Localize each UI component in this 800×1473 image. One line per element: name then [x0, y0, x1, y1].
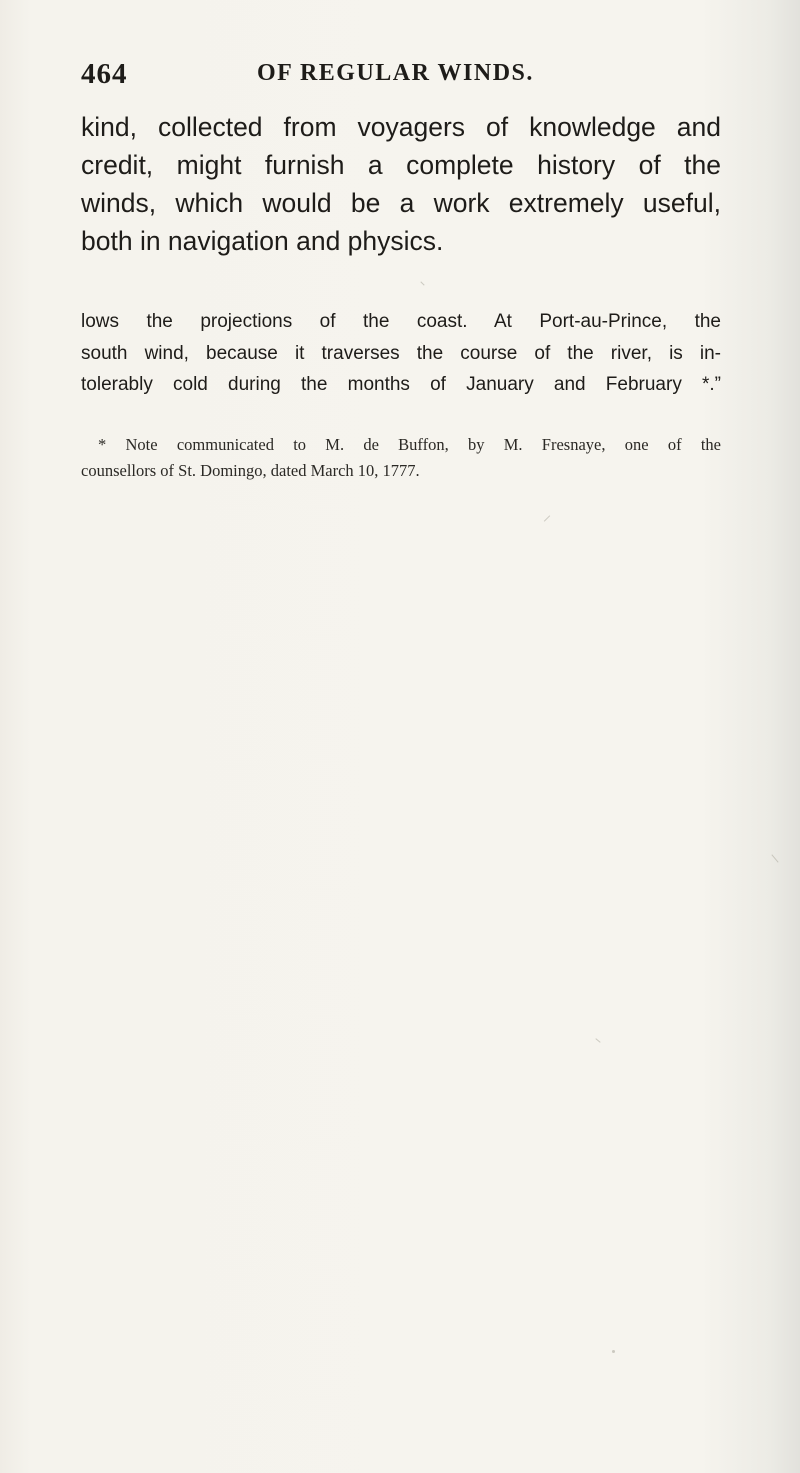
main-text-line: kind, collected from voyagers of knowledge and [81, 112, 721, 142]
quote-text-line: south wind, because it traverses the course of the river, is in- [81, 342, 721, 364]
paper-speck [595, 1038, 600, 1043]
paper-speck [771, 854, 778, 862]
quoted-paragraph [81, 306, 721, 401]
quote-text-line: tolerably cold during the months of January and February *.” [81, 374, 721, 395]
paper-speck [544, 515, 550, 521]
paper-speck [612, 1350, 615, 1353]
main-text-line: credit, might furnish a complete history of the [81, 150, 721, 180]
footnote-line: * Note communicated to M. de Buffon, by M. Fresnaye, one of the [98, 435, 721, 454]
footnote [81, 432, 721, 484]
quote-text-line: lows the projections of the coast. At Port-au-Prince, the [81, 311, 721, 332]
footnote-line: counsellors of St. Domingo, dated March 10, 1777. [81, 461, 420, 480]
main-text-line: both in navigation and physics. [81, 226, 444, 256]
page-number: 464 [81, 58, 128, 90]
running-title: OF REGULAR WINDS. [257, 60, 534, 86]
main-paragraph [81, 108, 721, 260]
main-text-line: winds, which would be a work extremely useful, [81, 188, 721, 218]
page-header [81, 58, 721, 98]
paper-speck [420, 281, 424, 285]
